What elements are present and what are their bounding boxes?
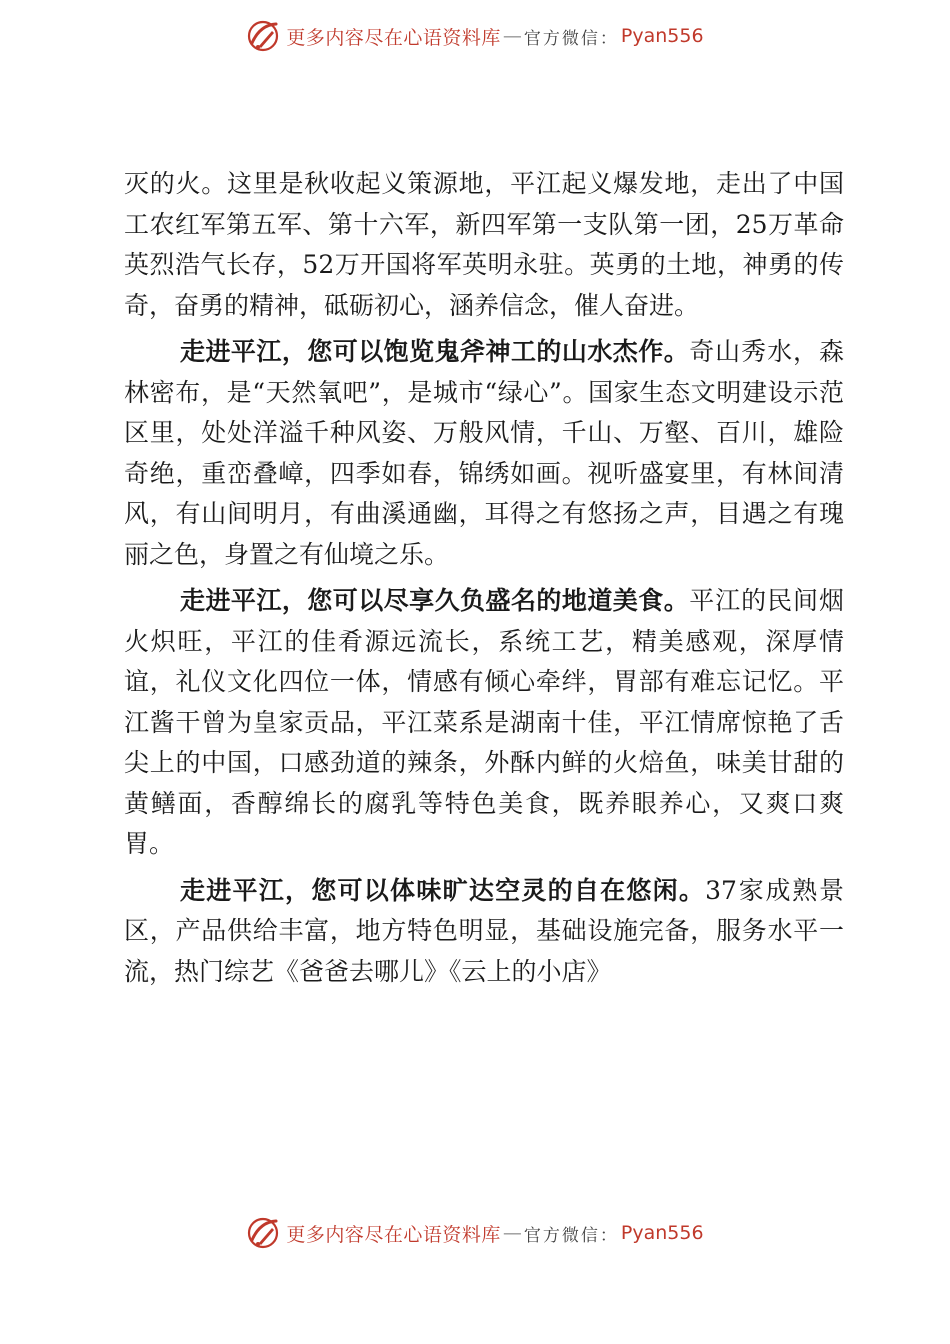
banner-wechat-id: Pyan556: [620, 25, 704, 47]
paragraph-3: [124, 581, 844, 865]
paragraph-4: [124, 871, 844, 993]
header-banner: [0, 16, 950, 56]
paragraph-3-text: 平江的民间烟火炽旺，平江的佳肴源远流长，系统工艺，精美感观，深厚情谊，礼仪文化四位一体，情感有倾心牵绊，胃部有难忘记忆。平江酱干曾为皇家贡品，平江菜系是湖南十佳，平江情席惊艳了舌尖上的中国，口感劲道的辣条，外酥内鲜的火焙鱼，味美甘甜的黄鳝面，香醇绵长的腐乳等特色美食，既养眼养心，又爽口爽胃。: [124, 586, 844, 858]
paragraph-4-text: 37家成熟景区，产品供给丰富，地方特色明显，基础设施完备，服务水平一流，热门综艺《爸爸去哪儿》《云上的小店》: [124, 875, 844, 986]
footer-banner-separator: —: [502, 1222, 522, 1244]
footer-banner-wechat-label: 官方微信：: [523, 1225, 619, 1246]
paragraph-1-text: 灭的火。这里是秋收起义策源地，平江起义爆发地，走出了中国工农红军第五军、第十六军，新四军第一支队第一团，25万革命英烈浩气长存，52万开国将军英明永驻。英勇的土地，神勇的传奇，奋勇的精神，砥砺初心，涵养信念，催人奋进。: [124, 169, 844, 320]
banner-separator: —: [502, 25, 522, 47]
paragraph-3-lead: 走进平江，您可以尽享久负盛名的地道美食。: [180, 586, 690, 615]
footer-banner: [0, 1213, 950, 1253]
paragraph-1: [124, 164, 844, 326]
paragraph-4-lead: 走进平江，您可以体味旷达空灵的自在悠闲。: [180, 875, 706, 905]
pen-logo-icon: [246, 1216, 280, 1250]
paragraph-2-lead: 走进平江，您可以饱览鬼斧神工的山水杰作。: [180, 337, 690, 366]
pen-logo-icon: [246, 19, 280, 53]
document-body: [124, 164, 844, 992]
banner-wechat-label: 官方微信：: [523, 28, 619, 49]
paragraph-2: [124, 332, 844, 575]
footer-banner-wechat-id: Pyan556: [620, 1222, 704, 1244]
footer-banner-title: 更多内容尽在心语资料库: [286, 1223, 501, 1246]
banner-title: 更多内容尽在心语资料库: [286, 26, 501, 49]
paragraph-2-text: 奇山秀水，森林密布，是“天然氧吧”，是城市“绿心”。国家生态文明建设示范区里，处处洋溢千种风姿、万般风情，千山、万壑、百川，雄险奇绝，重峦叠嶂，四季如春，锦绣如画。视听盛宴里，有林间清风，有山间明月，有曲溪通幽，耳得之有悠扬之声，目遇之有瑰丽之色，身置之有仙境之乐。: [124, 337, 844, 569]
